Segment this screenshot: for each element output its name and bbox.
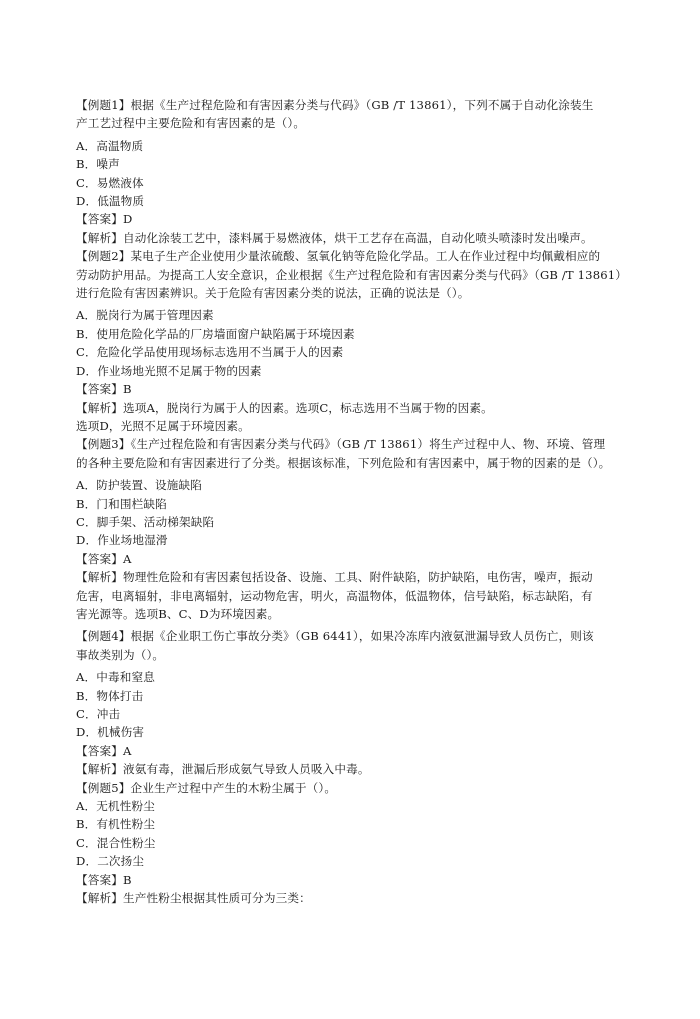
document-body xyxy=(76,96,634,907)
answer: 【答案】D xyxy=(76,212,133,227)
answer: 【答案】B xyxy=(76,382,132,397)
explanation: 【解析】自动化涂装工艺中，漆料属于易燃液体，烘干工艺存在高温，自动化喷头喷漆时发出噪声。 xyxy=(76,230,593,245)
explanation-line-2: 危害，电离辐射，非电离辐射，运动物危害，明火，高温物体，低温物体，信号缺陷，标志缺陷，有 xyxy=(76,588,593,603)
question-1-line-2: 产工艺过程中主要危险和有害因素的是（）。 xyxy=(76,116,306,131)
question-3-line-2: 的各种主要危险和有害因素进行了分类。根据该标准，下列危险和有害因素中，属于物的因素的是（）。 xyxy=(76,455,611,470)
answer: 【答案】A xyxy=(76,743,132,758)
option-c: C．易燃液体 xyxy=(76,175,144,190)
explanation-line-1: 【解析】物理性危险和有害因素包括设备、设施、工具、附件缺陷，防护缺陷，电伤害，噪声，振动 xyxy=(76,570,593,585)
option-c: C．混合性粉尘 xyxy=(76,835,156,850)
answer: 【答案】B xyxy=(76,872,132,887)
option-a: A．脱岗行为属于管理因素 xyxy=(76,308,214,323)
option-d: D．二次扬尘 xyxy=(76,854,145,869)
question-2-line-3: 进行危险有害因素辨识。关于危险有害因素分类的说法，正确的说法是（）。 xyxy=(76,286,470,301)
explanation-line-2: 选项D，光照不足属于环境因素。 xyxy=(76,418,250,433)
question-1-line-1: 【例题1】根据《生产过程危险和有害因素分类与代码》（GB /T 13861），下列不属于自动化涂装生 xyxy=(76,98,594,112)
option-d: D．低温物质 xyxy=(76,194,145,209)
option-d: D．作业场地湿滑 xyxy=(76,533,168,548)
question-5: 【例题5】企业生产过程中产生的木粉尘属于（）。 xyxy=(76,780,337,795)
option-a: A．无机性粉尘 xyxy=(76,799,155,814)
option-b: B．物体打击 xyxy=(76,688,144,703)
option-b: B．噪声 xyxy=(76,157,120,172)
option-a: A．高温物质 xyxy=(76,138,144,153)
option-b: B．门和围栏缺陷 xyxy=(76,496,167,511)
question-3-line-1: 【例题3】《生产过程危险和有害因素分类与代码》（GB /T 13861）将生产过程中人、物、环境、管理 xyxy=(76,437,606,452)
question-4-line-1: 【例题4】根据《企业职工伤亡事故分类》（GB 6441），如果冷冻库内液氨泄漏导致人员伤亡，则该 xyxy=(76,629,594,644)
option-b: B．有机性粉尘 xyxy=(76,817,156,832)
option-c: C．冲击 xyxy=(76,707,121,721)
option-a: A．防护装置、设施缺陷 xyxy=(76,478,202,493)
explanation-line-3: 害光源等。选项B、C、D为环境因素。 xyxy=(76,606,280,621)
option-c: C．脚手架、活动梯架缺陷 xyxy=(76,514,215,529)
explanation: 【解析】液氨有毒，泄漏后形成氨气导致人员吸入中毒。 xyxy=(76,762,370,777)
option-b: B．使用危险化学品的厂房墙面窗户缺陷属于环境因素 xyxy=(76,326,355,341)
option-a: A．中毒和窒息 xyxy=(76,670,155,685)
option-d: D．机械伤害 xyxy=(76,725,145,740)
question-2-line-1: 【例题2】某电子生产企业使用少量浓硫酸、氢氧化钠等危险化学品。工人在作业过程中均佩戴相应的 xyxy=(76,249,601,264)
answer: 【答案】A xyxy=(76,551,132,566)
option-c: C．危险化学品使用现场标志选用不当属于人的因素 xyxy=(76,345,344,360)
explanation-line-1: 【解析】选项A，脱岗行为属于人的因素。选项C，标志选用不当属于物的因素。 xyxy=(76,400,493,415)
explanation: 【解析】生产性粉尘根据其性质可分为三类： xyxy=(76,891,311,906)
question-2-line-2: 劳动防护用品。为提高工人安全意识，企业根据《生产过程危险和有害因素分类与代码》（GB /T 13861） xyxy=(76,267,628,282)
question-4-line-2: 事故类别为（）。 xyxy=(76,647,165,662)
option-d: D．作业场地光照不足属于物的因素 xyxy=(76,363,262,378)
